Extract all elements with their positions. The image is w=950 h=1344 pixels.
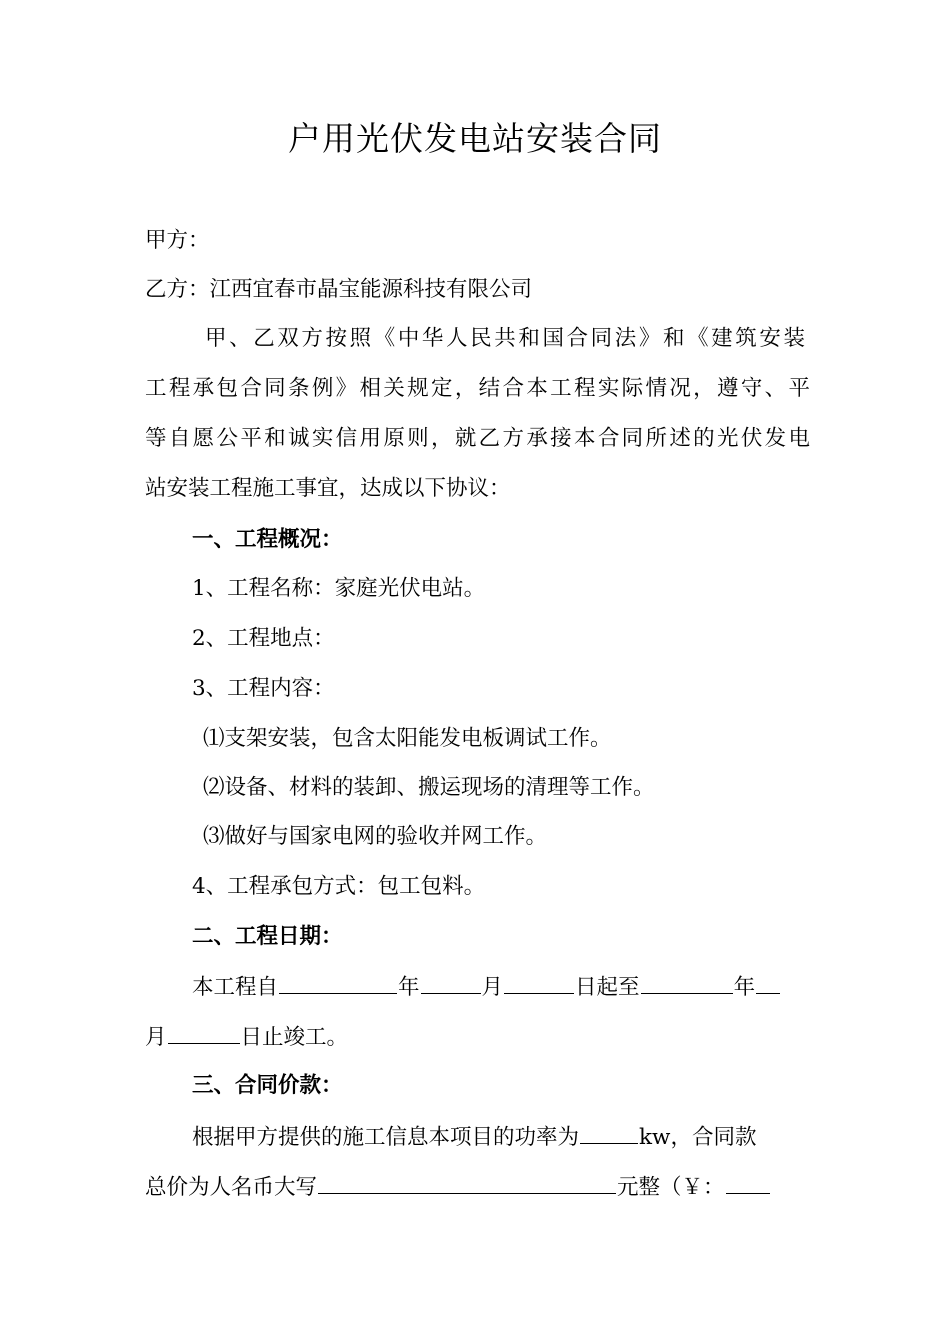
start-month-blank[interactable] <box>421 971 481 994</box>
until-label: 日起至 <box>575 975 640 1000</box>
section-1-item-3: 3、工程内容： <box>192 676 335 701</box>
year-label: 年 <box>398 975 420 1000</box>
end-day-blank[interactable] <box>168 1021 240 1044</box>
section-1-subitem-2: ⑵设备、材料的装卸、搬运现场的清理等工作。 <box>203 775 655 800</box>
party-b-label: 乙方：江西宜春市晶宝能源科技有限公司 <box>145 277 533 302</box>
date-line-2 <box>145 1021 810 1053</box>
section-1-subitem-3: ⑶做好与国家电网的验收并网工作。 <box>203 824 548 849</box>
amount-words-blank[interactable] <box>318 1171 616 1194</box>
amount-figure-blank[interactable] <box>726 1171 770 1194</box>
section-2-heading: 二、工程日期： <box>192 924 343 949</box>
preamble-line-1: 甲、乙双方按照《中华人民共和国合同法》和《建筑安装 <box>205 326 805 351</box>
preamble-line-4: 站安装工程施工事宜，达成以下协议： <box>145 476 511 501</box>
party-a-label: 甲方： <box>145 228 210 253</box>
section-1-item-4: 4、工程承包方式：包工包料。 <box>192 874 486 899</box>
end-month-blank-start[interactable] <box>756 971 780 994</box>
month2-label: 月 <box>145 1025 167 1050</box>
preamble-line-2: 工程承包合同条例》相关规定，结合本工程实际情况，遵守、平 <box>145 376 810 401</box>
amount-label: 总价为人名币大写 <box>145 1175 318 1200</box>
year2-label: 年 <box>733 975 756 1000</box>
section-3-heading: 三、合同价款： <box>192 1073 343 1098</box>
price-line-1 <box>192 1121 812 1153</box>
start-day-blank[interactable] <box>504 971 574 994</box>
section-1-subitem-1: ⑴支架安装，包含太阳能发电板调试工作。 <box>203 726 612 751</box>
completion-label: 日止竣工。 <box>240 1025 349 1050</box>
section-1-item-2: 2、工程地点： <box>192 626 335 651</box>
end-year-blank[interactable] <box>641 971 733 994</box>
price-line-2 <box>145 1171 810 1203</box>
power-label: 根据甲方提供的施工信息本项目的功率为 <box>192 1125 580 1150</box>
from-label: 本工程自 <box>192 975 279 1000</box>
amount-yuan-label: 元整（￥： <box>617 1175 725 1200</box>
power-blank[interactable] <box>580 1121 638 1144</box>
preamble-line-3: 等自愿公平和诚实信用原则，就乙方承接本合同所述的光伏发电 <box>145 426 810 451</box>
month-label: 月 <box>481 975 504 1000</box>
start-year-blank[interactable] <box>279 971 397 994</box>
contract-title: 户用光伏发电站安装合同 <box>288 119 662 158</box>
date-line-1 <box>192 971 812 1003</box>
section-1-heading: 一、工程概况： <box>192 527 343 552</box>
section-1-item-1: 1、工程名称：家庭光伏电站。 <box>192 576 486 601</box>
power-unit: kw，合同款 <box>639 1125 757 1150</box>
